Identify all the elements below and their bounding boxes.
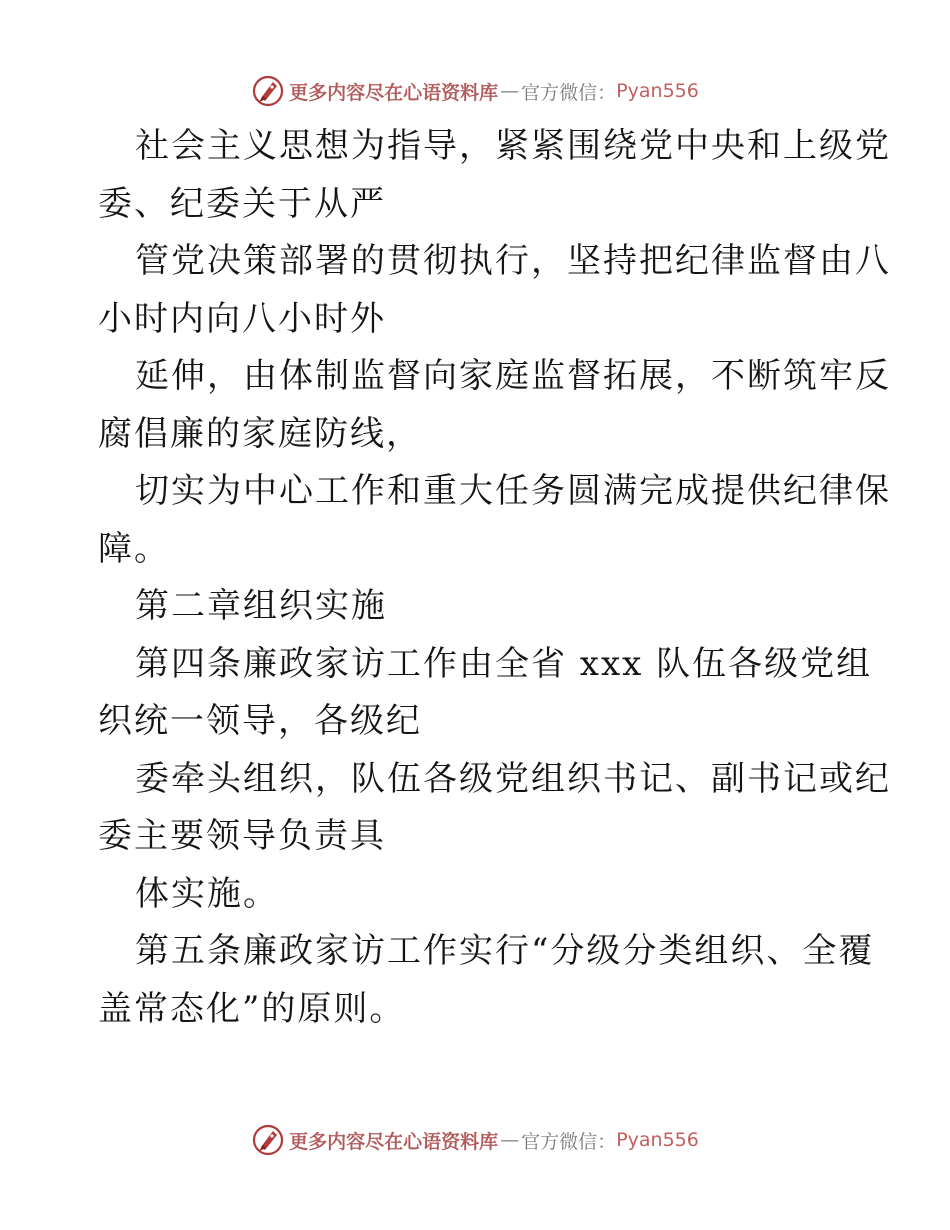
text-line: 切实为中心工作和重大任务圆满完成提供纪律保 [135,471,891,511]
header-wechat-id: Pyan556 [616,80,699,102]
document-body [98,118,891,1038]
text-line: 延伸，由体制监督向家庭监督拓展，不断筑牢反 [135,356,891,396]
header-promo-text: 更多内容尽在心语资料库 [289,81,499,104]
text-line: 障。 [98,528,170,569]
footer-wechat-id: Pyan556 [616,1129,699,1151]
header-contact-label: 官方微信： [521,81,617,104]
text-line: 委主要领导负责具 [98,816,386,856]
header-banner [0,71,950,111]
pen-nib-logo-icon [251,1123,285,1157]
text-line: 腐倡廉的家庭防线， [98,413,422,454]
header-separator: — [500,80,520,102]
text-line: 织统一领导，各级纪 [98,701,422,741]
text-line: 委牵头组织，队伍各级党组织书记、副书记或纪 [135,758,891,799]
pen-nib-logo-icon [251,74,285,108]
text-line: 管党决策部署的贯彻执行，坚持把纪律监督由八 [135,241,891,281]
text-line: 小时内向八小时外 [98,298,386,339]
footer-separator: — [500,1129,520,1151]
chapter-heading: 第二章组织实施 [135,586,387,626]
footer-promo-text: 更多内容尽在心语资料库 [289,1130,499,1153]
footer-banner [0,1120,950,1160]
text-line: 第五条廉政家访工作实行“分级分类组织、全覆 [135,931,875,971]
text-line: 社会主义思想为指导，紧紧围绕党中央和上级党 [135,126,891,166]
text-line: 体实施。 [135,873,279,914]
footer-contact-label: 官方微信： [521,1130,617,1153]
text-line: 盖常态化”的原则。 [98,988,406,1029]
text-line: 第四条廉政家访工作由全省 xxx 队伍各级党组 [135,643,873,684]
text-line: 委、纪委关于从严 [98,183,386,224]
